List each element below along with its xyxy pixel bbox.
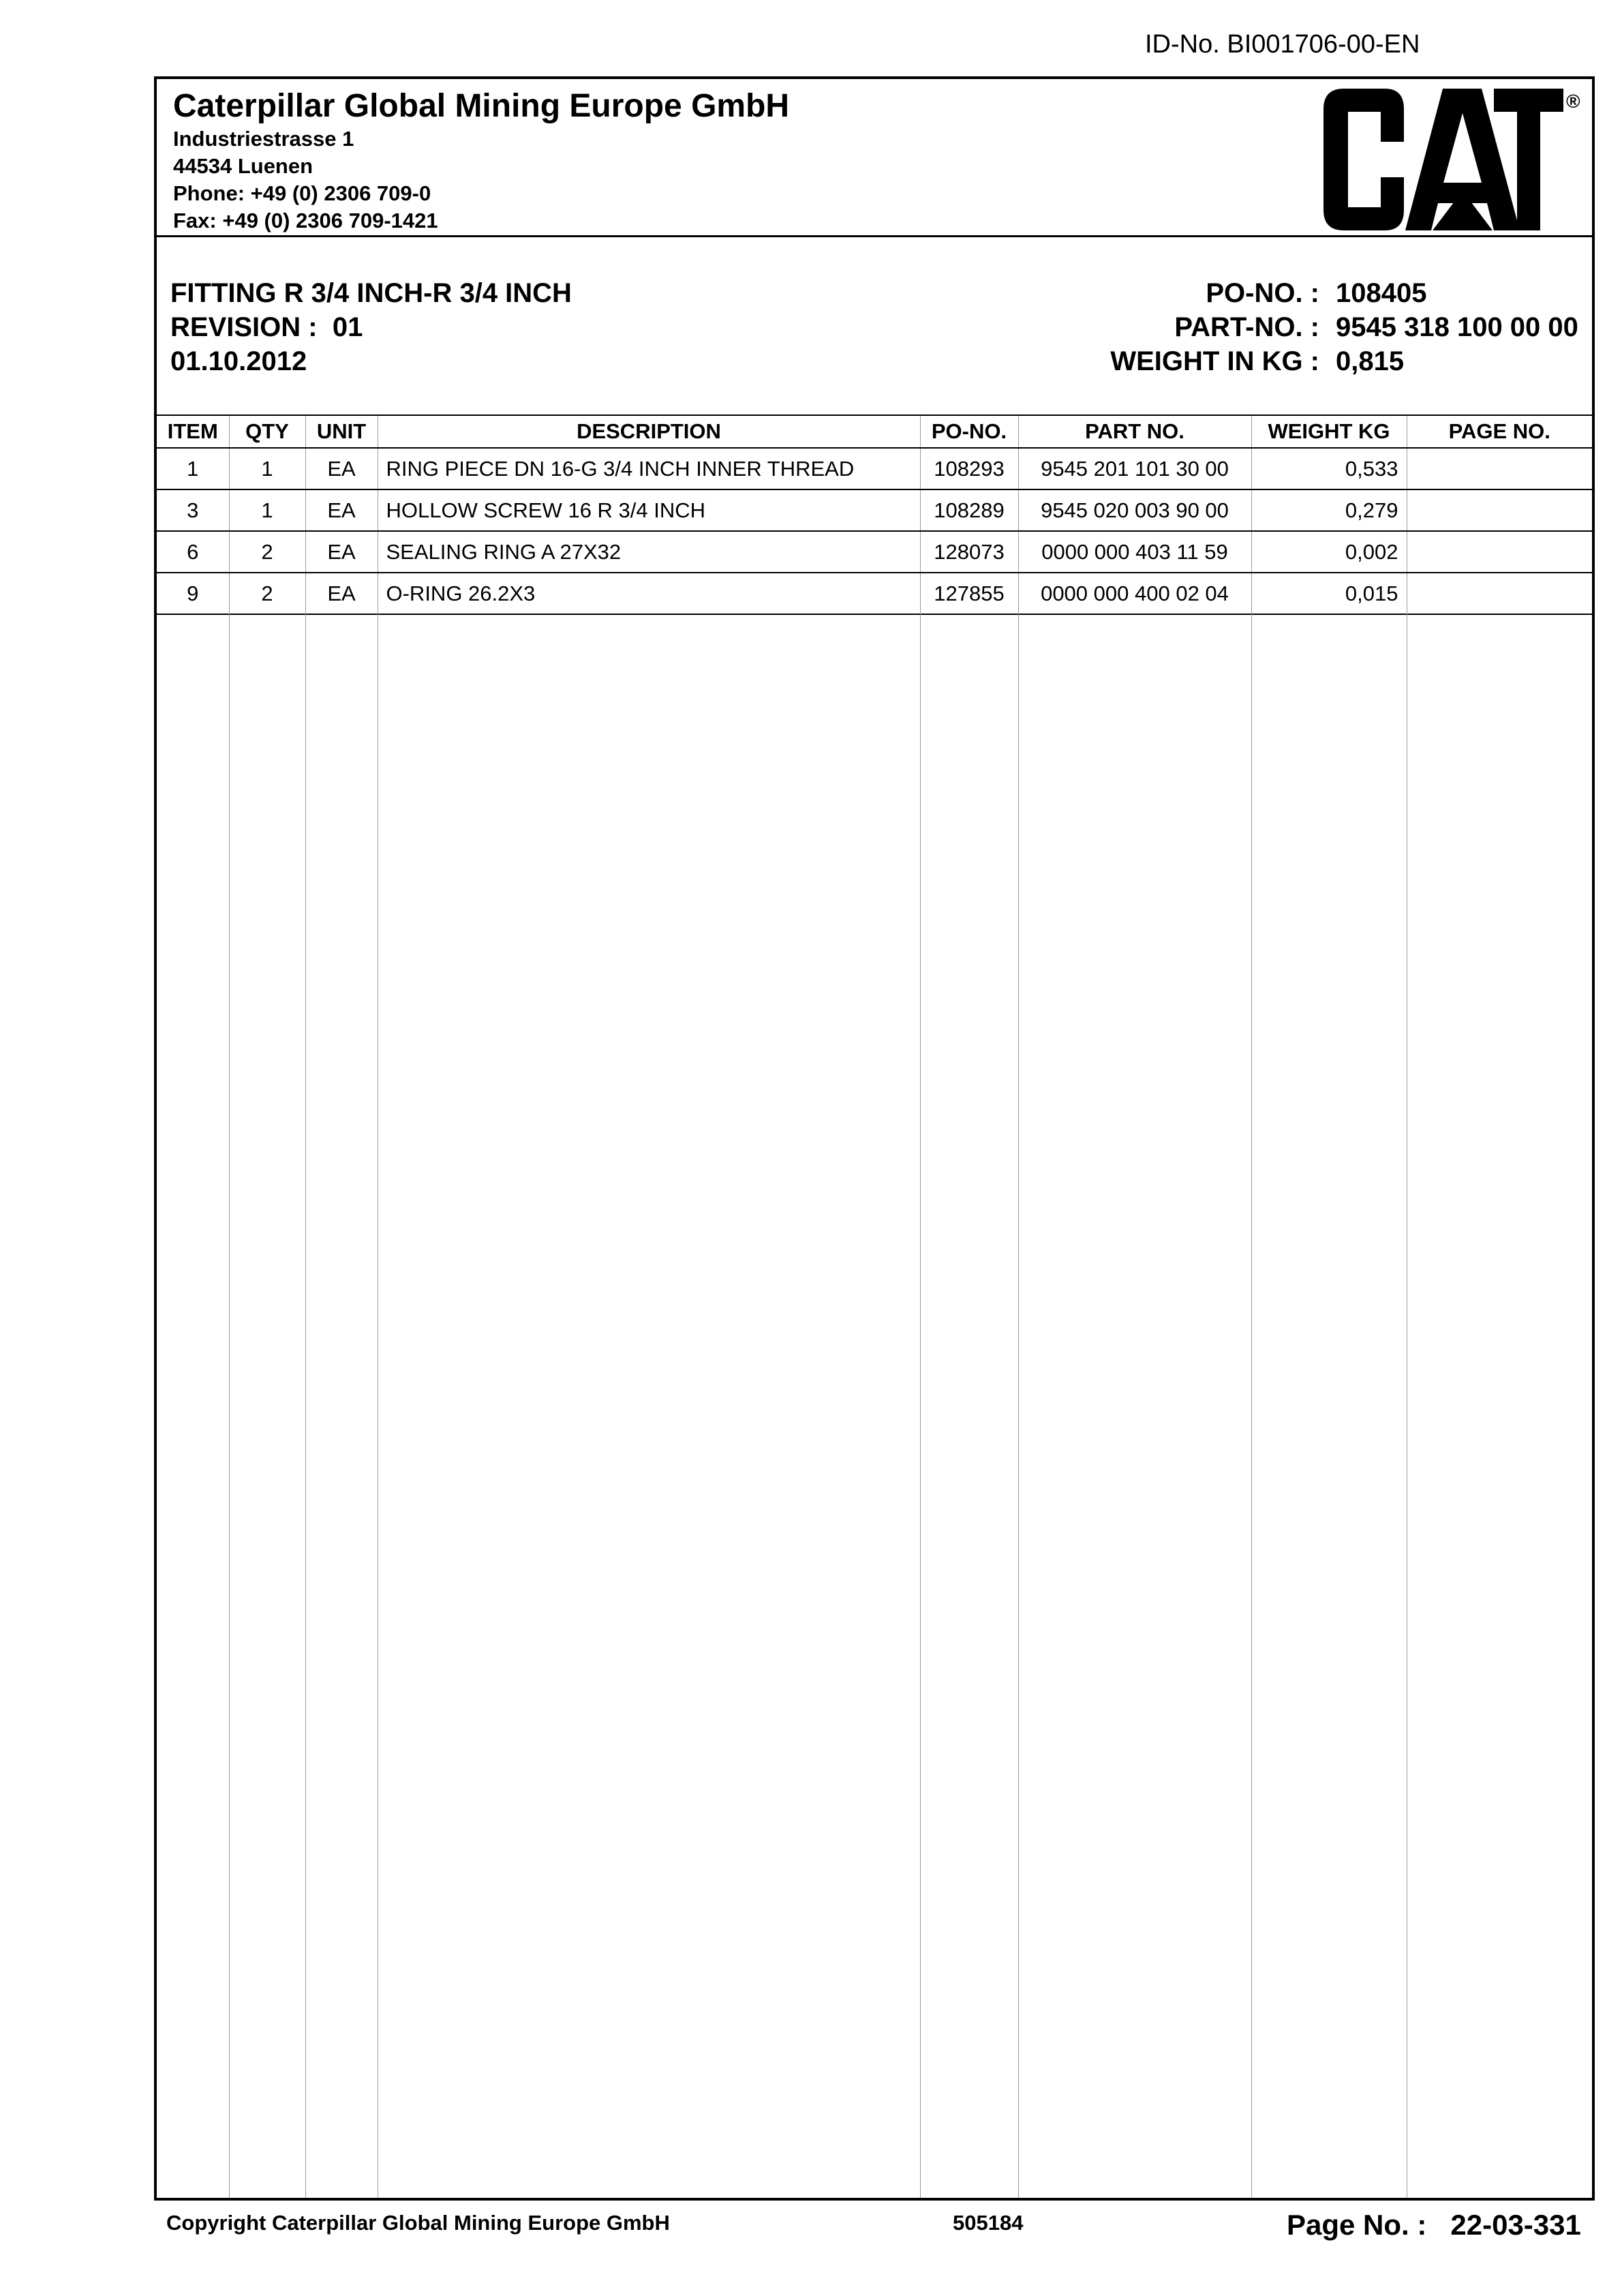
company-header (157, 79, 1592, 237)
part-label: PART-NO. : (1174, 312, 1319, 342)
header-weight: WEIGHT KG (1251, 416, 1407, 448)
cell-part: 0000 000 400 02 04 (1018, 573, 1251, 614)
cat-logo-c-shape (1323, 89, 1404, 230)
company-name: Caterpillar Global Mining Europe GmbH (173, 88, 790, 124)
cell-unit: EA (305, 531, 378, 573)
cell-item: 3 (157, 489, 229, 531)
cell-weight: 0,002 (1251, 531, 1407, 573)
cell-page (1407, 573, 1592, 614)
cell-weight: 0,015 (1251, 573, 1407, 614)
document-date: 01.10.2012 (170, 346, 307, 376)
header-page-no: PAGE NO. (1407, 416, 1592, 448)
cell-part: 9545 201 101 30 00 (1018, 448, 1251, 489)
registered-mark: ® (1566, 91, 1580, 112)
revision-value: 01 (332, 312, 363, 342)
cell-description: SEALING RING A 27X32 (378, 531, 920, 573)
cell-qty: 2 (229, 573, 305, 614)
cat-logo (1323, 89, 1582, 230)
cell-description: O-RING 26.2X3 (378, 573, 920, 614)
cell-page (1407, 448, 1592, 489)
table-row (157, 573, 1592, 614)
cell-unit: EA (305, 573, 378, 614)
cell-qty: 1 (229, 448, 305, 489)
document-id: ID-No. BI001706-00-EN (1145, 30, 1420, 59)
header-item: ITEM (157, 416, 229, 448)
parts-table (157, 416, 1592, 615)
part-value: 9545 318 100 00 00 (1336, 312, 1578, 342)
header-po-no: PO-NO. (920, 416, 1018, 448)
cell-unit: EA (305, 489, 378, 531)
cell-po: 127855 (920, 573, 1018, 614)
weight-value: 0,815 (1336, 346, 1405, 376)
column-divider (1018, 584, 1019, 2198)
weight-label: WEIGHT IN KG : (1110, 346, 1319, 376)
footer-number: 505184 (953, 2211, 1024, 2235)
column-divider (229, 584, 230, 2198)
header-description: DESCRIPTION (378, 416, 920, 448)
cell-page (1407, 531, 1592, 573)
footer-copyright: Copyright Caterpillar Global Mining Europe GmbH (166, 2211, 670, 2235)
cell-description: RING PIECE DN 16-G 3/4 INCH INNER THREAD (378, 448, 920, 489)
cell-po: 108293 (920, 448, 1018, 489)
cell-part: 0000 000 403 11 59 (1018, 531, 1251, 573)
table-header-row (157, 416, 1592, 448)
cell-item: 9 (157, 573, 229, 614)
cell-qty: 2 (229, 531, 305, 573)
cell-item: 6 (157, 531, 229, 573)
column-divider (1251, 584, 1252, 2198)
header-unit: UNIT (305, 416, 378, 448)
cell-weight: 0,279 (1251, 489, 1407, 531)
po-value: 108405 (1336, 278, 1427, 308)
cell-po: 128073 (920, 531, 1018, 573)
cell-part: 9545 020 003 90 00 (1018, 489, 1251, 531)
cell-qty: 1 (229, 489, 305, 531)
cell-item: 1 (157, 448, 229, 489)
company-fax: Fax: +49 (0) 2306 709-1421 (173, 209, 438, 232)
column-divider (305, 584, 306, 2198)
cell-description: HOLLOW SCREW 16 R 3/4 INCH (378, 489, 920, 531)
table-row (157, 489, 1592, 531)
company-city: 44534 Luenen (173, 154, 313, 178)
title-block (157, 237, 1592, 416)
company-phone: Phone: +49 (0) 2306 709-0 (173, 181, 431, 205)
header-qty: QTY (229, 416, 305, 448)
cell-po: 108289 (920, 489, 1018, 531)
company-street: Industriestrasse 1 (173, 127, 354, 151)
cell-weight: 0,533 (1251, 448, 1407, 489)
cell-unit: EA (305, 448, 378, 489)
page-label: Page No. : (1287, 2209, 1427, 2241)
revision (170, 312, 363, 343)
header-part-no: PART NO. (1018, 416, 1251, 448)
po-label: PO-NO. : (1206, 278, 1319, 308)
footer-page (1287, 2209, 1581, 2241)
table-row (157, 531, 1592, 573)
cell-page (1407, 489, 1592, 531)
revision-label: REVISION : (170, 312, 318, 342)
column-divider (920, 584, 921, 2198)
table-row (157, 448, 1592, 489)
assembly-description: FITTING R 3/4 INCH-R 3/4 INCH (170, 278, 572, 308)
document-frame (154, 76, 1595, 2201)
page-value: 22-03-331 (1450, 2209, 1581, 2241)
